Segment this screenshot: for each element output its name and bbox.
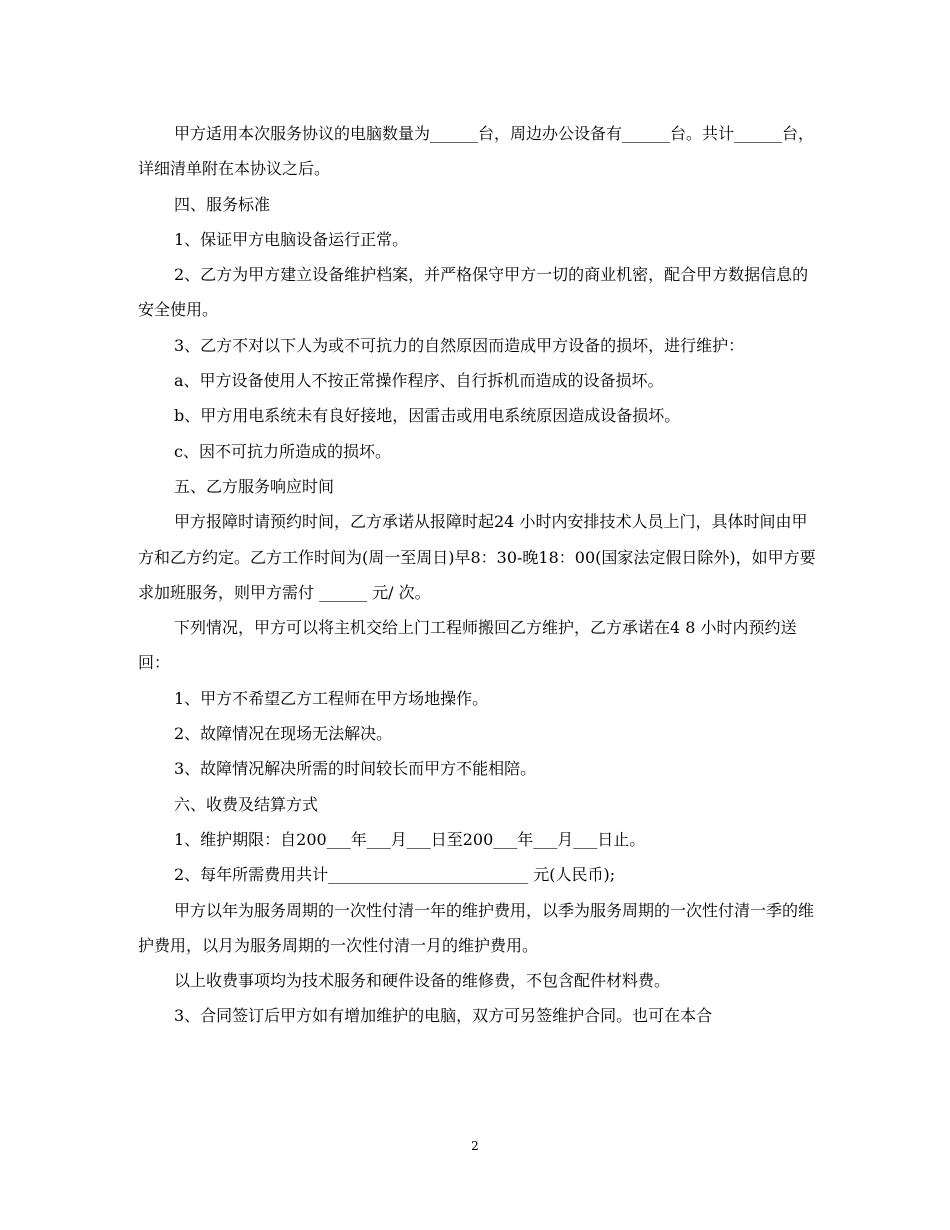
paragraph: 1、甲方不希望乙方工程师在甲方场地操作。 — [174, 688, 489, 708]
paragraph: 2、故障情况在现场无法解决。 — [174, 724, 393, 744]
paragraph: 甲方以年为服务周期的一次性付清一年的维护费用，以季为服务周期的一次性付清一季的维护费用，以月为服务周期的一次性付清一月的维护费用。 — [138, 900, 815, 955]
paragraph: 以上收费事项均为技术服务和硬件设备的维修费，不包含配件材料费。 — [174, 971, 671, 991]
paragraph: a、甲方设备使用人不按正常操作程序、自行拆机而造成的设备损坏。 — [174, 371, 664, 391]
paragraph: 2、每年所需费用共计_________________________ 元(人民币); — [174, 865, 616, 885]
paragraph: c、因不可抗力所造成的损坏。 — [174, 441, 391, 461]
paragraph: 2、乙方为甲方建立设备维护档案，并严格保守甲方一切的商业机密，配合甲方数据信息的安全使用。 — [138, 265, 809, 320]
section-heading: 四、服务标准 — [174, 194, 271, 214]
paragraph: 甲方报障时请预约时间，乙方承诺从报障时起24 小时内安排技术人员上门，具体时间由甲方和乙方约定。乙方工作时间为(周一至周日)早8：30-晚18：00(国家法定假日除外)，如甲方要求加班服务，则甲方需付 ______ 元/ 次。 — [138, 512, 816, 602]
paragraph: 3、乙方不对以下人为或不可抗力的自然原因而造成甲方设备的损坏，进行维护： — [174, 335, 745, 355]
paragraph: 甲方适用本次服务协议的电脑数量为______台，周边办公设备有______台。共计______台，详细清单附在本协议之后。 — [138, 124, 815, 179]
section-heading: 六、收费及结算方式 — [174, 794, 319, 814]
paragraph: 下列情况，甲方可以将主机交给上门工程师搬回乙方维护，乙方承诺在4 8 小时内预约送回： — [138, 618, 797, 673]
paragraph: 1、保证甲方电脑设备运行正常。 — [174, 229, 409, 249]
paragraph: 1、维护期限：自200___年___月___日至200___年___月___日止。 — [174, 829, 646, 849]
page-number: 2 — [471, 1139, 479, 1153]
paragraph: 3、合同签订后甲方如有增加维护的电脑，双方可另签维护合同。也可在本合 — [174, 1006, 713, 1026]
paragraph: 3、故障情况解决所需的时间较长而甲方不能相陪。 — [174, 759, 537, 779]
document-body — [138, 116, 818, 1034]
paragraph: b、甲方用电系统未有良好接地，因雷击或用电系统原因造成设备损坏。 — [174, 406, 681, 426]
section-heading: 五、乙方服务响应时间 — [174, 476, 335, 496]
